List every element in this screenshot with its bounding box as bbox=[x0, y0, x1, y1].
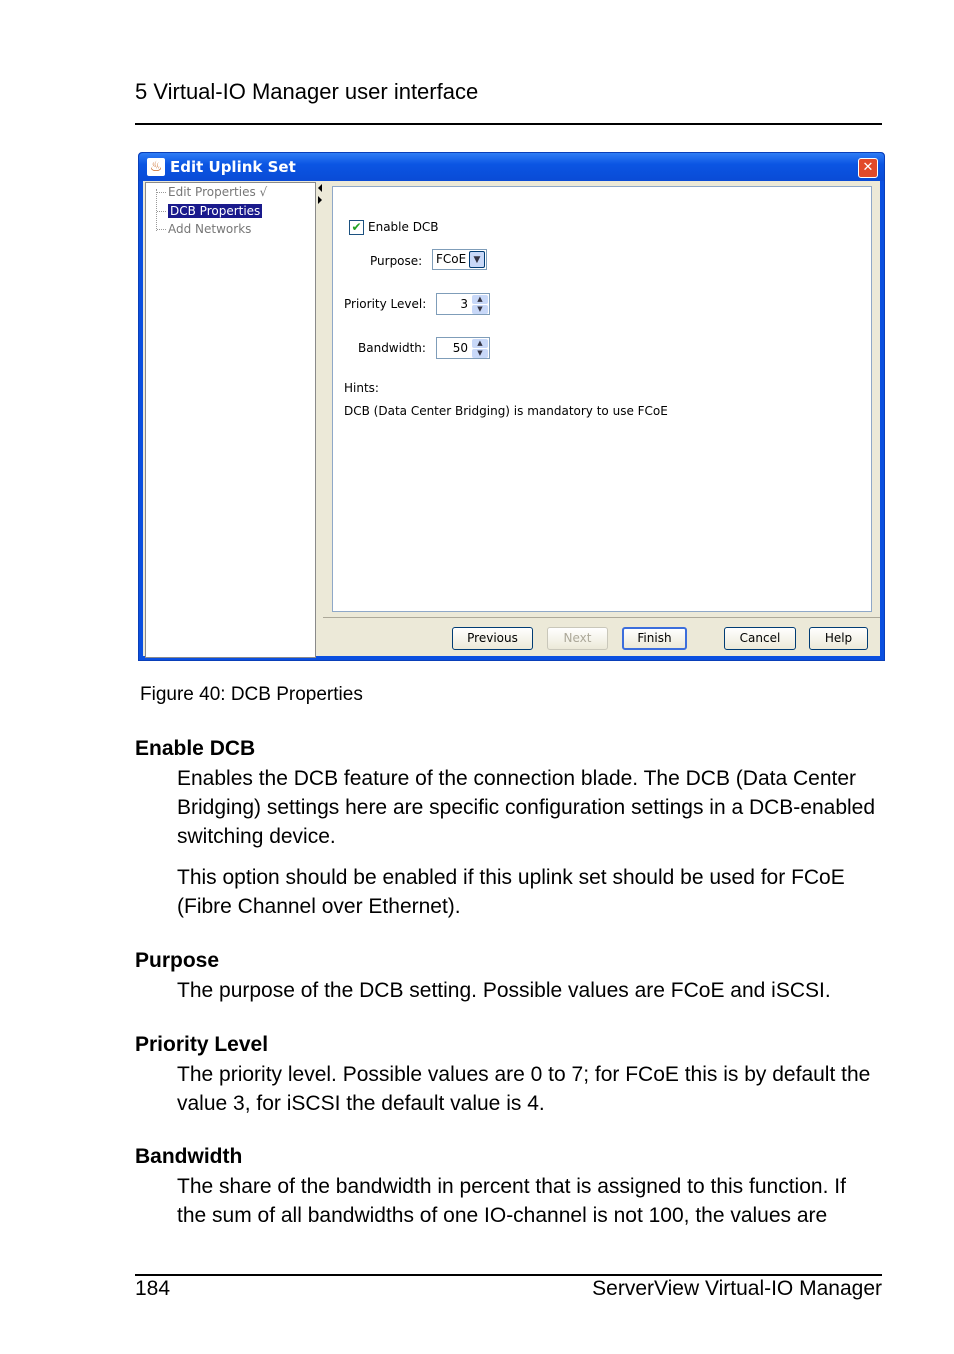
split-pane-divider[interactable] bbox=[317, 182, 323, 658]
previous-button[interactable]: Previous bbox=[452, 627, 533, 650]
term-priority-level: Priority Level bbox=[135, 1033, 269, 1056]
button-bar-separator bbox=[323, 617, 880, 618]
collapse-left-icon[interactable] bbox=[318, 184, 322, 192]
footer-rule bbox=[135, 1274, 882, 1276]
close-button[interactable]: ✕ bbox=[858, 158, 878, 178]
purpose-value: FCoE bbox=[436, 252, 467, 266]
spinner-up-icon[interactable]: ▲ bbox=[472, 339, 488, 348]
finish-button[interactable]: Finish bbox=[622, 627, 687, 650]
priority-level-spinner[interactable] bbox=[436, 293, 490, 315]
definition-paragraph: This option should be enabled if this uplink set should be used for FCoE (Fibre Channel over Ethernet). bbox=[177, 866, 845, 918]
bandwidth-label: Bandwidth: bbox=[358, 341, 426, 355]
chevron-down-icon[interactable]: ▼ bbox=[469, 251, 485, 268]
cancel-button[interactable]: Cancel bbox=[724, 627, 796, 650]
next-button[interactable]: Next bbox=[547, 627, 608, 650]
dcb-properties-panel bbox=[332, 186, 872, 612]
spinner-up-icon[interactable]: ▲ bbox=[472, 295, 488, 304]
help-button[interactable]: Help bbox=[809, 627, 868, 650]
java-icon: ♨ bbox=[147, 158, 165, 176]
tree-item-add-networks[interactable] bbox=[157, 221, 251, 238]
enable-dcb-checkbox[interactable]: ✔ bbox=[349, 220, 364, 235]
footer-title: ServerView Virtual-IO Manager bbox=[592, 1277, 882, 1300]
definition-paragraph: The priority level. Possible values are 0 to 7; for FCoE this is by default the value 3, for iSCSI the default value is 4. bbox=[177, 1063, 871, 1115]
term-enable-dcb: Enable DCB bbox=[135, 737, 256, 760]
term-purpose: Purpose bbox=[135, 949, 220, 972]
definition-paragraph: The purpose of the DCB setting. Possible values are FCoE and iSCSI. bbox=[177, 979, 831, 1002]
bandwidth-spinner[interactable] bbox=[436, 337, 490, 359]
definition-paragraph: The share of the bandwidth in percent that is assigned to this function. If the sum of all bandwidths of one IO-channel is not 100, the values are bbox=[177, 1175, 846, 1227]
priority-level-label: Priority Level: bbox=[344, 297, 427, 311]
hints-text: DCB (Data Center Bridging) is mandatory to use FCoE bbox=[344, 404, 668, 418]
tree-item-label: Edit Properties √ bbox=[168, 185, 268, 199]
enable-dcb-label: Enable DCB bbox=[368, 220, 439, 234]
tree-item-label: DCB Properties bbox=[170, 204, 261, 218]
page-number: 184 bbox=[135, 1277, 171, 1300]
dialog-client-area bbox=[143, 181, 880, 656]
bandwidth-value: 50 bbox=[452, 341, 468, 355]
tree-item-edit-properties[interactable] bbox=[157, 184, 267, 201]
term-bandwidth: Bandwidth bbox=[135, 1145, 243, 1168]
definition-paragraph: Enables the DCB feature of the connection blade. The DCB (Data Center Bridging) settings here are specific configuration settings in a DCB-enabled switching device. bbox=[177, 767, 876, 848]
edit-uplink-set-dialog bbox=[138, 152, 885, 661]
header-rule bbox=[135, 123, 882, 125]
priority-level-value: 3 bbox=[460, 297, 468, 311]
figure-caption: Figure 40: DCB Properties bbox=[140, 684, 363, 705]
purpose-label: Purpose: bbox=[370, 254, 423, 268]
expand-right-icon[interactable] bbox=[318, 196, 322, 204]
running-header: 5 Virtual-IO Manager user interface bbox=[135, 79, 479, 104]
spinner-down-icon[interactable]: ▼ bbox=[472, 349, 488, 358]
hints-label: Hints: bbox=[344, 381, 379, 395]
purpose-select[interactable] bbox=[432, 249, 487, 270]
dialog-title: Edit Uplink Set bbox=[170, 158, 296, 176]
spinner-down-icon[interactable]: ▼ bbox=[472, 305, 488, 314]
tree-item-dcb-properties[interactable] bbox=[157, 203, 262, 220]
dialog-titlebar[interactable] bbox=[139, 153, 884, 181]
tree-item-label: Add Networks bbox=[168, 222, 252, 236]
wizard-step-tree bbox=[145, 182, 316, 658]
